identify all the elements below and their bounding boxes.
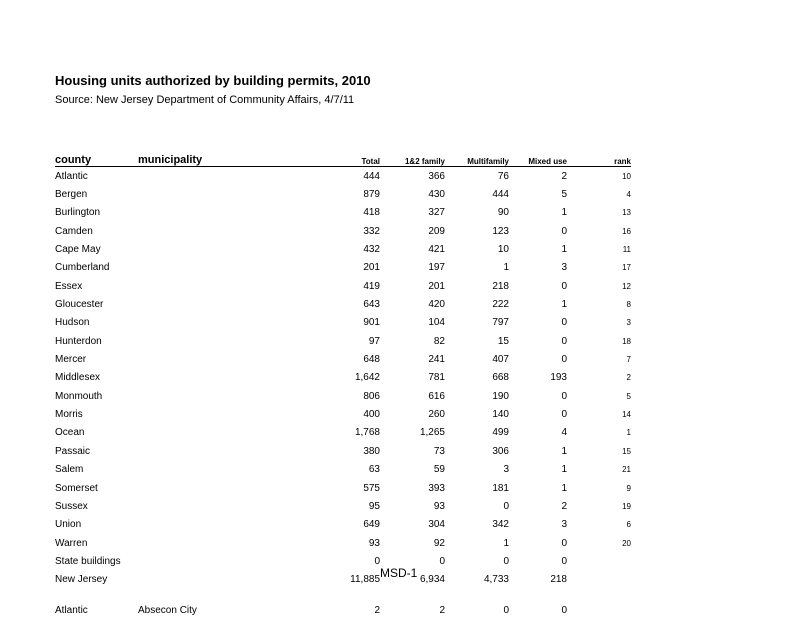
cell-1-2-family: 104 bbox=[380, 314, 445, 332]
table-row bbox=[55, 277, 631, 295]
cell-1-2-family: 616 bbox=[380, 387, 445, 405]
col-header-multifamily: Multifamily bbox=[445, 152, 509, 167]
cell-1-2-family: 82 bbox=[380, 332, 445, 350]
cell-multifamily: 0 bbox=[445, 601, 509, 619]
cell-multifamily: 668 bbox=[445, 369, 509, 387]
cell-municipality bbox=[138, 387, 250, 405]
cell-multifamily: 15 bbox=[445, 332, 509, 350]
cell-county: New Jersey bbox=[55, 571, 138, 589]
cell-county: Somerset bbox=[55, 479, 138, 497]
cell-mixed-use: 5 bbox=[509, 185, 567, 203]
cell-1-2-family: 327 bbox=[380, 204, 445, 222]
spacer-cell bbox=[55, 589, 631, 601]
table-row bbox=[55, 240, 631, 258]
cell-rank: 12 bbox=[567, 277, 631, 295]
cell-multifamily: 123 bbox=[445, 222, 509, 240]
cell-mixed-use: 0 bbox=[509, 601, 567, 619]
cell-total: 643 bbox=[250, 295, 380, 313]
cell-municipality bbox=[138, 350, 250, 368]
cell-mixed-use: 2 bbox=[509, 167, 567, 186]
cell-rank: 4 bbox=[567, 185, 631, 203]
cell-multifamily: 1 bbox=[445, 259, 509, 277]
cell-municipality bbox=[138, 461, 250, 479]
cell-1-2-family: 1,265 bbox=[380, 424, 445, 442]
cell-total: 901 bbox=[250, 314, 380, 332]
page-footer: MSD-1 bbox=[380, 566, 417, 580]
cell-mixed-use: 0 bbox=[509, 222, 567, 240]
cell-multifamily: 10 bbox=[445, 240, 509, 258]
cell-county: Atlantic bbox=[55, 167, 138, 186]
cell-multifamily: 4,733 bbox=[445, 571, 509, 589]
cell-county: Middlesex bbox=[55, 369, 138, 387]
cell-1-2-family: 93 bbox=[380, 497, 445, 515]
cell-mixed-use: 1 bbox=[509, 442, 567, 460]
cell-mixed-use: 3 bbox=[509, 259, 567, 277]
table-row bbox=[55, 571, 631, 589]
cell-mixed-use: 1 bbox=[509, 240, 567, 258]
cell-municipality: Absecon City bbox=[138, 601, 250, 619]
cell-multifamily: 190 bbox=[445, 387, 509, 405]
table-row bbox=[55, 461, 631, 479]
cell-mixed-use: 0 bbox=[509, 277, 567, 295]
cell-1-2-family: 430 bbox=[380, 185, 445, 203]
cell-multifamily: 218 bbox=[445, 277, 509, 295]
cell-1-2-family: 241 bbox=[380, 350, 445, 368]
table-row bbox=[55, 516, 631, 534]
cell-municipality bbox=[138, 534, 250, 552]
cell-multifamily: 0 bbox=[445, 497, 509, 515]
cell-rank: 14 bbox=[567, 405, 631, 423]
table-row bbox=[55, 204, 631, 222]
cell-mixed-use: 193 bbox=[509, 369, 567, 387]
cell-municipality bbox=[138, 277, 250, 295]
cell-county: Union bbox=[55, 516, 138, 534]
cell-county: Mercer bbox=[55, 350, 138, 368]
cell-rank: 21 bbox=[567, 461, 631, 479]
cell-mixed-use: 0 bbox=[509, 350, 567, 368]
cell-county: Hunterdon bbox=[55, 332, 138, 350]
cell-rank: 3 bbox=[567, 314, 631, 332]
cell-1-2-family: 209 bbox=[380, 222, 445, 240]
cell-county: Hudson bbox=[55, 314, 138, 332]
cell-rank: 15 bbox=[567, 442, 631, 460]
table-row bbox=[55, 167, 631, 186]
cell-1-2-family: 92 bbox=[380, 534, 445, 552]
cell-total: 201 bbox=[250, 259, 380, 277]
cell-1-2-family: 260 bbox=[380, 405, 445, 423]
cell-total: 63 bbox=[250, 461, 380, 479]
cell-multifamily: 140 bbox=[445, 405, 509, 423]
cell-multifamily: 1 bbox=[445, 534, 509, 552]
cell-1-2-family: 781 bbox=[380, 369, 445, 387]
cell-1-2-family: 201 bbox=[380, 277, 445, 295]
cell-1-2-family: 0 bbox=[380, 552, 445, 570]
cell-1-2-family: 6,934 bbox=[380, 571, 445, 589]
col-header-municipality: municipality bbox=[138, 152, 250, 167]
cell-multifamily: 499 bbox=[445, 424, 509, 442]
cell-county: Salem bbox=[55, 461, 138, 479]
cell-municipality bbox=[138, 240, 250, 258]
cell-multifamily: 76 bbox=[445, 167, 509, 186]
cell-municipality bbox=[138, 314, 250, 332]
cell-total: 432 bbox=[250, 240, 380, 258]
cell-1-2-family: 421 bbox=[380, 240, 445, 258]
col-header-1-2-family: 1&2 family bbox=[380, 152, 445, 167]
cell-total: 380 bbox=[250, 442, 380, 460]
cell-multifamily: 90 bbox=[445, 204, 509, 222]
cell-multifamily: 222 bbox=[445, 295, 509, 313]
cell-rank: 17 bbox=[567, 259, 631, 277]
permits-table bbox=[55, 152, 631, 619]
table-row bbox=[55, 350, 631, 368]
cell-rank bbox=[567, 571, 631, 589]
cell-county: State buildings bbox=[55, 552, 138, 570]
table-row bbox=[55, 259, 631, 277]
cell-multifamily: 306 bbox=[445, 442, 509, 460]
col-header-total: Total bbox=[250, 152, 380, 167]
cell-county: Bergen bbox=[55, 185, 138, 203]
cell-total: 93 bbox=[250, 534, 380, 552]
cell-rank: 16 bbox=[567, 222, 631, 240]
cell-municipality bbox=[138, 332, 250, 350]
table-row bbox=[55, 534, 631, 552]
cell-county: Essex bbox=[55, 277, 138, 295]
cell-multifamily: 444 bbox=[445, 185, 509, 203]
cell-mixed-use: 1 bbox=[509, 295, 567, 313]
cell-multifamily: 797 bbox=[445, 314, 509, 332]
cell-county: Cumberland bbox=[55, 259, 138, 277]
cell-municipality bbox=[138, 479, 250, 497]
cell-total: 11,885 bbox=[250, 571, 380, 589]
cell-rank: 10 bbox=[567, 167, 631, 186]
cell-mixed-use: 0 bbox=[509, 314, 567, 332]
cell-rank: 7 bbox=[567, 350, 631, 368]
cell-total: 419 bbox=[250, 277, 380, 295]
cell-county: Burlington bbox=[55, 204, 138, 222]
cell-1-2-family: 59 bbox=[380, 461, 445, 479]
cell-county: Sussex bbox=[55, 497, 138, 515]
cell-multifamily: 3 bbox=[445, 461, 509, 479]
cell-mixed-use: 4 bbox=[509, 424, 567, 442]
cell-total: 648 bbox=[250, 350, 380, 368]
cell-1-2-family: 304 bbox=[380, 516, 445, 534]
table-row bbox=[55, 332, 631, 350]
cell-mixed-use: 0 bbox=[509, 534, 567, 552]
cell-total: 575 bbox=[250, 479, 380, 497]
cell-municipality bbox=[138, 222, 250, 240]
cell-mixed-use: 1 bbox=[509, 461, 567, 479]
cell-total: 444 bbox=[250, 167, 380, 186]
cell-mixed-use: 1 bbox=[509, 479, 567, 497]
cell-mixed-use: 0 bbox=[509, 332, 567, 350]
table-row bbox=[55, 601, 631, 619]
table-row bbox=[55, 479, 631, 497]
cell-municipality bbox=[138, 552, 250, 570]
cell-multifamily: 181 bbox=[445, 479, 509, 497]
table-row bbox=[55, 552, 631, 570]
cell-rank: 18 bbox=[567, 332, 631, 350]
spacer-row bbox=[55, 589, 631, 601]
cell-1-2-family: 420 bbox=[380, 295, 445, 313]
table-row bbox=[55, 314, 631, 332]
cell-municipality bbox=[138, 167, 250, 186]
cell-county: Cape May bbox=[55, 240, 138, 258]
cell-mixed-use: 1 bbox=[509, 204, 567, 222]
cell-municipality bbox=[138, 571, 250, 589]
table-row bbox=[55, 222, 631, 240]
cell-total: 649 bbox=[250, 516, 380, 534]
table-row bbox=[55, 295, 631, 313]
cell-rank: 20 bbox=[567, 534, 631, 552]
cell-rank: 2 bbox=[567, 369, 631, 387]
cell-multifamily: 0 bbox=[445, 552, 509, 570]
col-header-mixed-use: Mixed use bbox=[509, 152, 567, 167]
cell-municipality bbox=[138, 405, 250, 423]
cell-county: Passaic bbox=[55, 442, 138, 460]
cell-municipality bbox=[138, 259, 250, 277]
cell-total: 1,642 bbox=[250, 369, 380, 387]
cell-total: 0 bbox=[250, 552, 380, 570]
cell-total: 97 bbox=[250, 332, 380, 350]
cell-rank: 19 bbox=[567, 497, 631, 515]
cell-1-2-family: 73 bbox=[380, 442, 445, 460]
cell-mixed-use: 2 bbox=[509, 497, 567, 515]
cell-total: 2 bbox=[250, 601, 380, 619]
cell-mixed-use: 0 bbox=[509, 552, 567, 570]
cell-county: Atlantic bbox=[55, 601, 138, 619]
table-row bbox=[55, 497, 631, 515]
cell-1-2-family: 197 bbox=[380, 259, 445, 277]
cell-total: 95 bbox=[250, 497, 380, 515]
table-row bbox=[55, 424, 631, 442]
report-title: Housing units authorized by building permits, 2010 bbox=[55, 73, 371, 88]
cell-total: 400 bbox=[250, 405, 380, 423]
cell-county: Gloucester bbox=[55, 295, 138, 313]
cell-mixed-use: 0 bbox=[509, 387, 567, 405]
cell-1-2-family: 2 bbox=[380, 601, 445, 619]
cell-total: 332 bbox=[250, 222, 380, 240]
cell-multifamily: 342 bbox=[445, 516, 509, 534]
cell-multifamily: 407 bbox=[445, 350, 509, 368]
cell-municipality bbox=[138, 295, 250, 313]
cell-municipality bbox=[138, 185, 250, 203]
cell-1-2-family: 366 bbox=[380, 167, 445, 186]
cell-county: Monmouth bbox=[55, 387, 138, 405]
table-row bbox=[55, 185, 631, 203]
cell-municipality bbox=[138, 442, 250, 460]
cell-county: Camden bbox=[55, 222, 138, 240]
cell-rank: 9 bbox=[567, 479, 631, 497]
cell-rank: 11 bbox=[567, 240, 631, 258]
cell-county: Morris bbox=[55, 405, 138, 423]
cell-municipality bbox=[138, 497, 250, 515]
table-body bbox=[55, 167, 631, 619]
cell-rank: 8 bbox=[567, 295, 631, 313]
col-header-rank: rank bbox=[567, 152, 631, 167]
cell-county: Warren bbox=[55, 534, 138, 552]
cell-mixed-use: 3 bbox=[509, 516, 567, 534]
source-note: Source: New Jersey Department of Community Affairs, 4/7/11 bbox=[55, 94, 354, 106]
cell-rank: 6 bbox=[567, 516, 631, 534]
cell-rank: 5 bbox=[567, 387, 631, 405]
cell-county: Ocean bbox=[55, 424, 138, 442]
col-header-county: county bbox=[55, 152, 138, 167]
table-row bbox=[55, 405, 631, 423]
cell-rank bbox=[567, 601, 631, 619]
cell-rank bbox=[567, 552, 631, 570]
cell-municipality bbox=[138, 516, 250, 534]
cell-total: 418 bbox=[250, 204, 380, 222]
cell-municipality bbox=[138, 424, 250, 442]
cell-total: 1,768 bbox=[250, 424, 380, 442]
table-row bbox=[55, 369, 631, 387]
cell-1-2-family: 393 bbox=[380, 479, 445, 497]
cell-mixed-use: 0 bbox=[509, 405, 567, 423]
cell-total: 806 bbox=[250, 387, 380, 405]
table-row bbox=[55, 442, 631, 460]
table-row bbox=[55, 387, 631, 405]
cell-municipality bbox=[138, 204, 250, 222]
cell-municipality bbox=[138, 369, 250, 387]
cell-total: 879 bbox=[250, 185, 380, 203]
header-row bbox=[55, 152, 631, 167]
cell-rank: 1 bbox=[567, 424, 631, 442]
cell-mixed-use: 218 bbox=[509, 571, 567, 589]
cell-rank: 13 bbox=[567, 204, 631, 222]
